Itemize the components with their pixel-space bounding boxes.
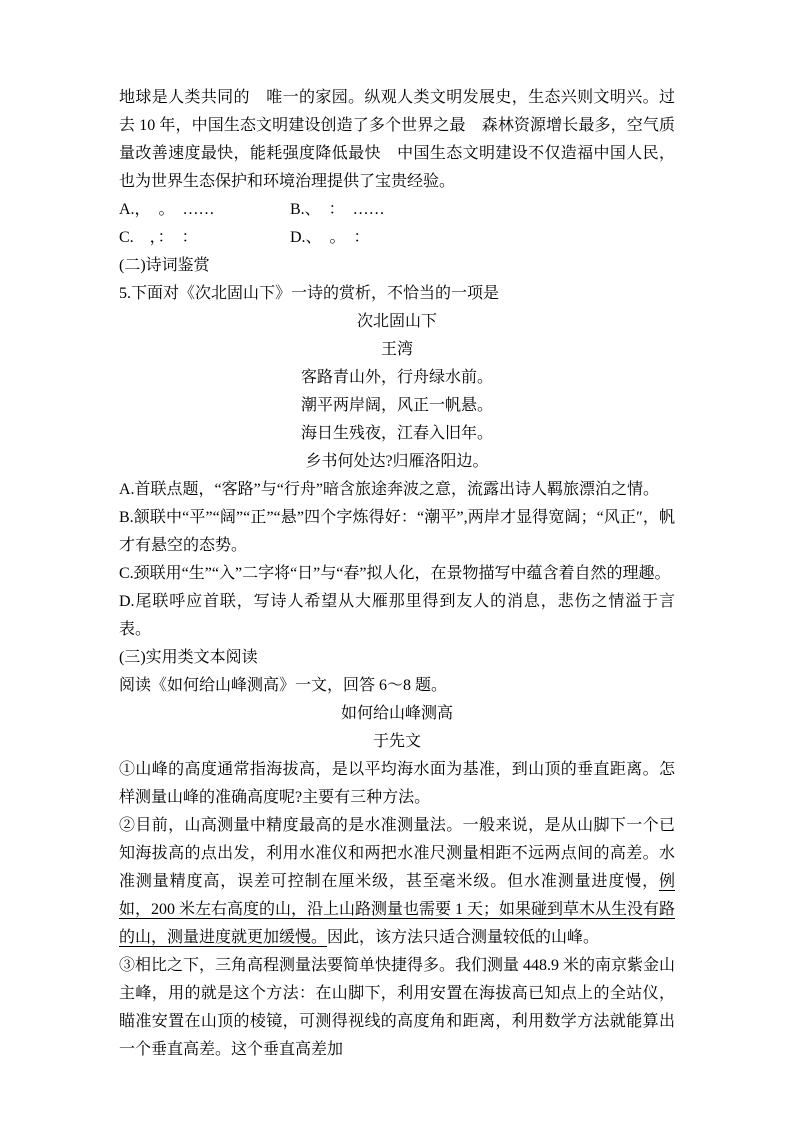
section3-intro: 阅读《如何给山峰测高》一文，回答 6～8 题。 [119,677,448,694]
poem-line: 客路青山外，行舟绿水前。 [300,369,493,386]
poem-line: 海日生残夜，江春入旧年。 [300,425,493,442]
article-author: 于先文 [372,733,421,750]
question5-option-d: D.尾联呼应首联，写诗人希望从大雁那里得到友人的消息，悲伤之情溢于言表。 [119,593,675,638]
article-paragraph-2-text: ②目前，山高测量中精度最高的是水准测量法。一般来说，是从山脚下一个已知海拔高的点出发，利用水准仪和两把水准尺测量相距不远两点间的高差。水准测量精度高，误差可控制在厘米级，甚至毫米级。但水准测量进度慢， [119,817,675,890]
question5-option-b: B.颔联中“平”“阔”“正”“悬”四个字炼得好：“潮平”,两岸才显得宽阔；“风正″，帆才有悬空的态势。 [119,509,675,554]
punctuation-option-d: D.、 。 ： [290,229,370,246]
poem-author: 王湾 [380,341,413,358]
article-paragraph-2 [119,812,675,952]
poem-line: 潮平两岸阔，风正一帆悬。 [300,397,493,414]
question5-option-c: C.颈联用“生”“入”二字将“日”与“春”拟人化，在景物描写中蕴含着自然的理趣。 [119,565,671,582]
section3-heading: (三)实用类文本阅读 [119,649,258,666]
article-paragraph-2-underlined-text: 例如，200 米左右高度的山，沿上山路测量也需要 1 天；如果碰到草木从生没有路的山，测量进度就更加缓慢。 [119,873,676,946]
punctuation-options-row-2 [119,224,675,252]
section2-heading: (二)诗词鉴赏 [119,257,210,274]
question-5: 5.下面对《次北固山下》一诗的赏析，不恰当的一项是 [119,285,500,302]
question5-option-a: A.首联点题，“客路”与“行舟”暗含旅途奔波之意，流露出诗人羁旅漂泊之情。 [119,481,659,498]
punctuation-option-b: B.、 ： …… [290,201,385,218]
article-paragraph-3: ③相比之下，三角高程测量法要简单快捷得多。我们测量 448.9 米的南京紫金山主峰，用的就是这个方法：在山脚下，利用安置在海拔高已知点上的全站仪，瞄准安置在山顶的棱镜，可测得视线的高度角和距离，利用数学方法就能算出一个垂直高差。这个垂直高差加 [119,957,676,1058]
poem-line: 乡书何处达?归雁洛阳边。 [305,453,489,470]
punctuation-option-c: C. ，： ： [119,229,198,246]
article-paragraph-2-text: 因此，该方法只适合测量较低的山峰。 [327,929,600,946]
punctuation-options-row-1 [119,196,675,224]
passage-paragraph: 地球是人类共同的 唯一的家园。纵观人类文明发展史，生态兴则文明兴。过去 10 年，中国生态文明建设创造了多个世界之最 森林资源增长最多，空气质量改善速度最快，能耗强度降低最快 中国生态文明建设不仅造福中国人民，也为世界生态保护和环境治理提供了宝贵经验。 [119,89,675,190]
article-paragraph-1: ①山峰的高度通常指海拔高，是以平均海水面为基准，到山顶的垂直距离。怎样测量山峰的准确高度呢?主要有三种方法。 [119,761,675,806]
punctuation-option-a: A.， 。 …… [119,201,215,218]
article-title: 如何给山峰测高 [340,705,453,722]
poem-title: 次北固山下 [356,313,437,330]
document-content [119,84,675,1064]
